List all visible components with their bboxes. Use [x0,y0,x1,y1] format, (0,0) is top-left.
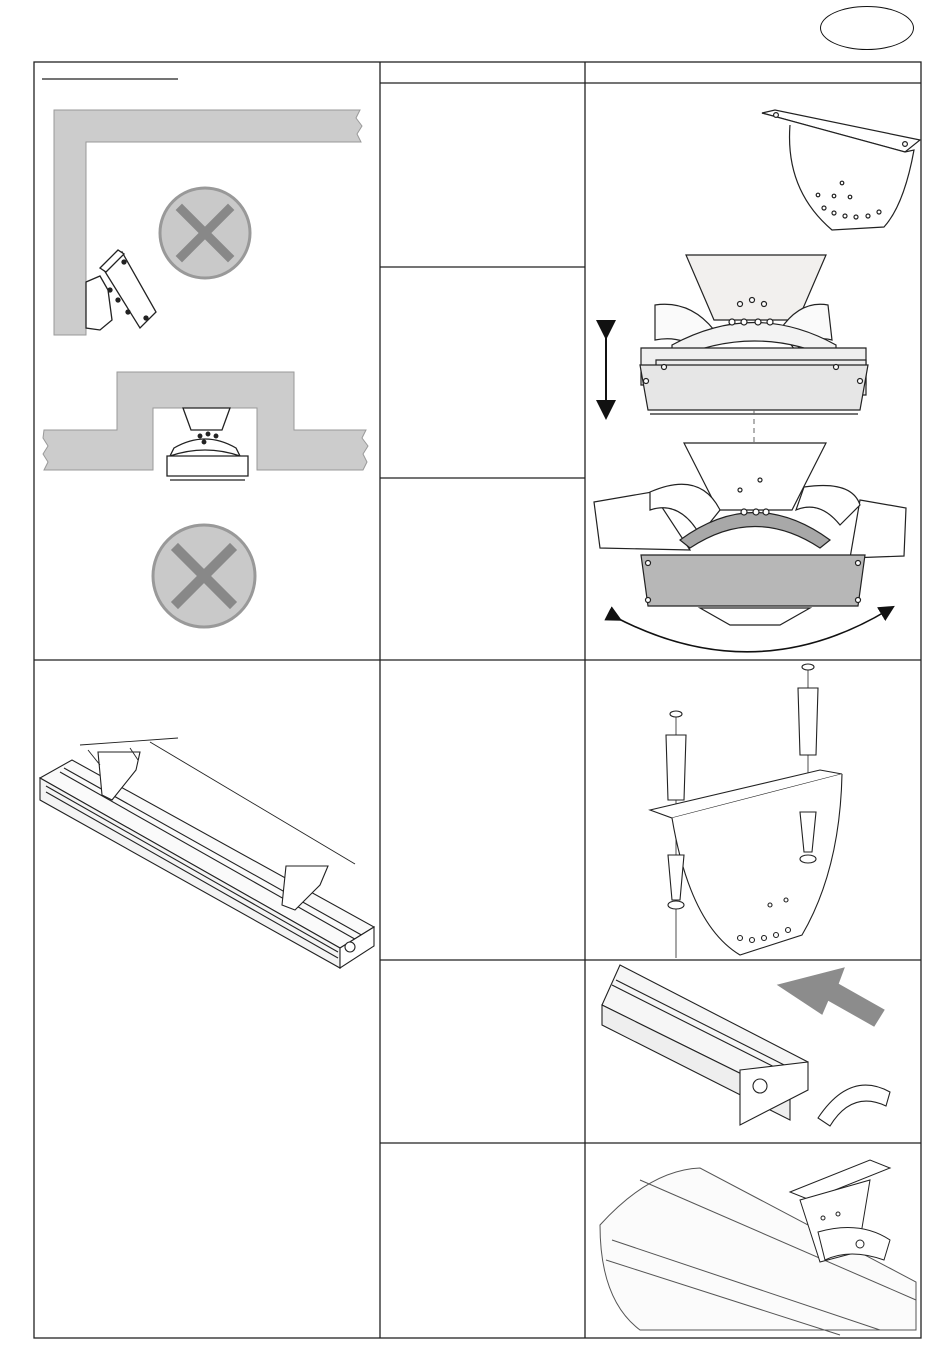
corner-wall-illustration [54,110,362,335]
cross-icon [160,188,250,278]
recess-wall-illustration [43,372,368,627]
wall-fixing-figure [650,664,842,958]
cross-icon [153,525,255,627]
corner-heater [86,250,156,330]
height-adjust-figure [606,255,868,450]
insert-bracket-figure [602,965,890,1126]
heater-dimensions-figure [40,738,374,968]
recess-heater [167,408,248,480]
tilt-adjust-figure [594,443,906,652]
mounting-bracket-figure [762,110,920,230]
mounted-heater-figure [600,1160,916,1335]
arrow-icon [778,968,884,1026]
